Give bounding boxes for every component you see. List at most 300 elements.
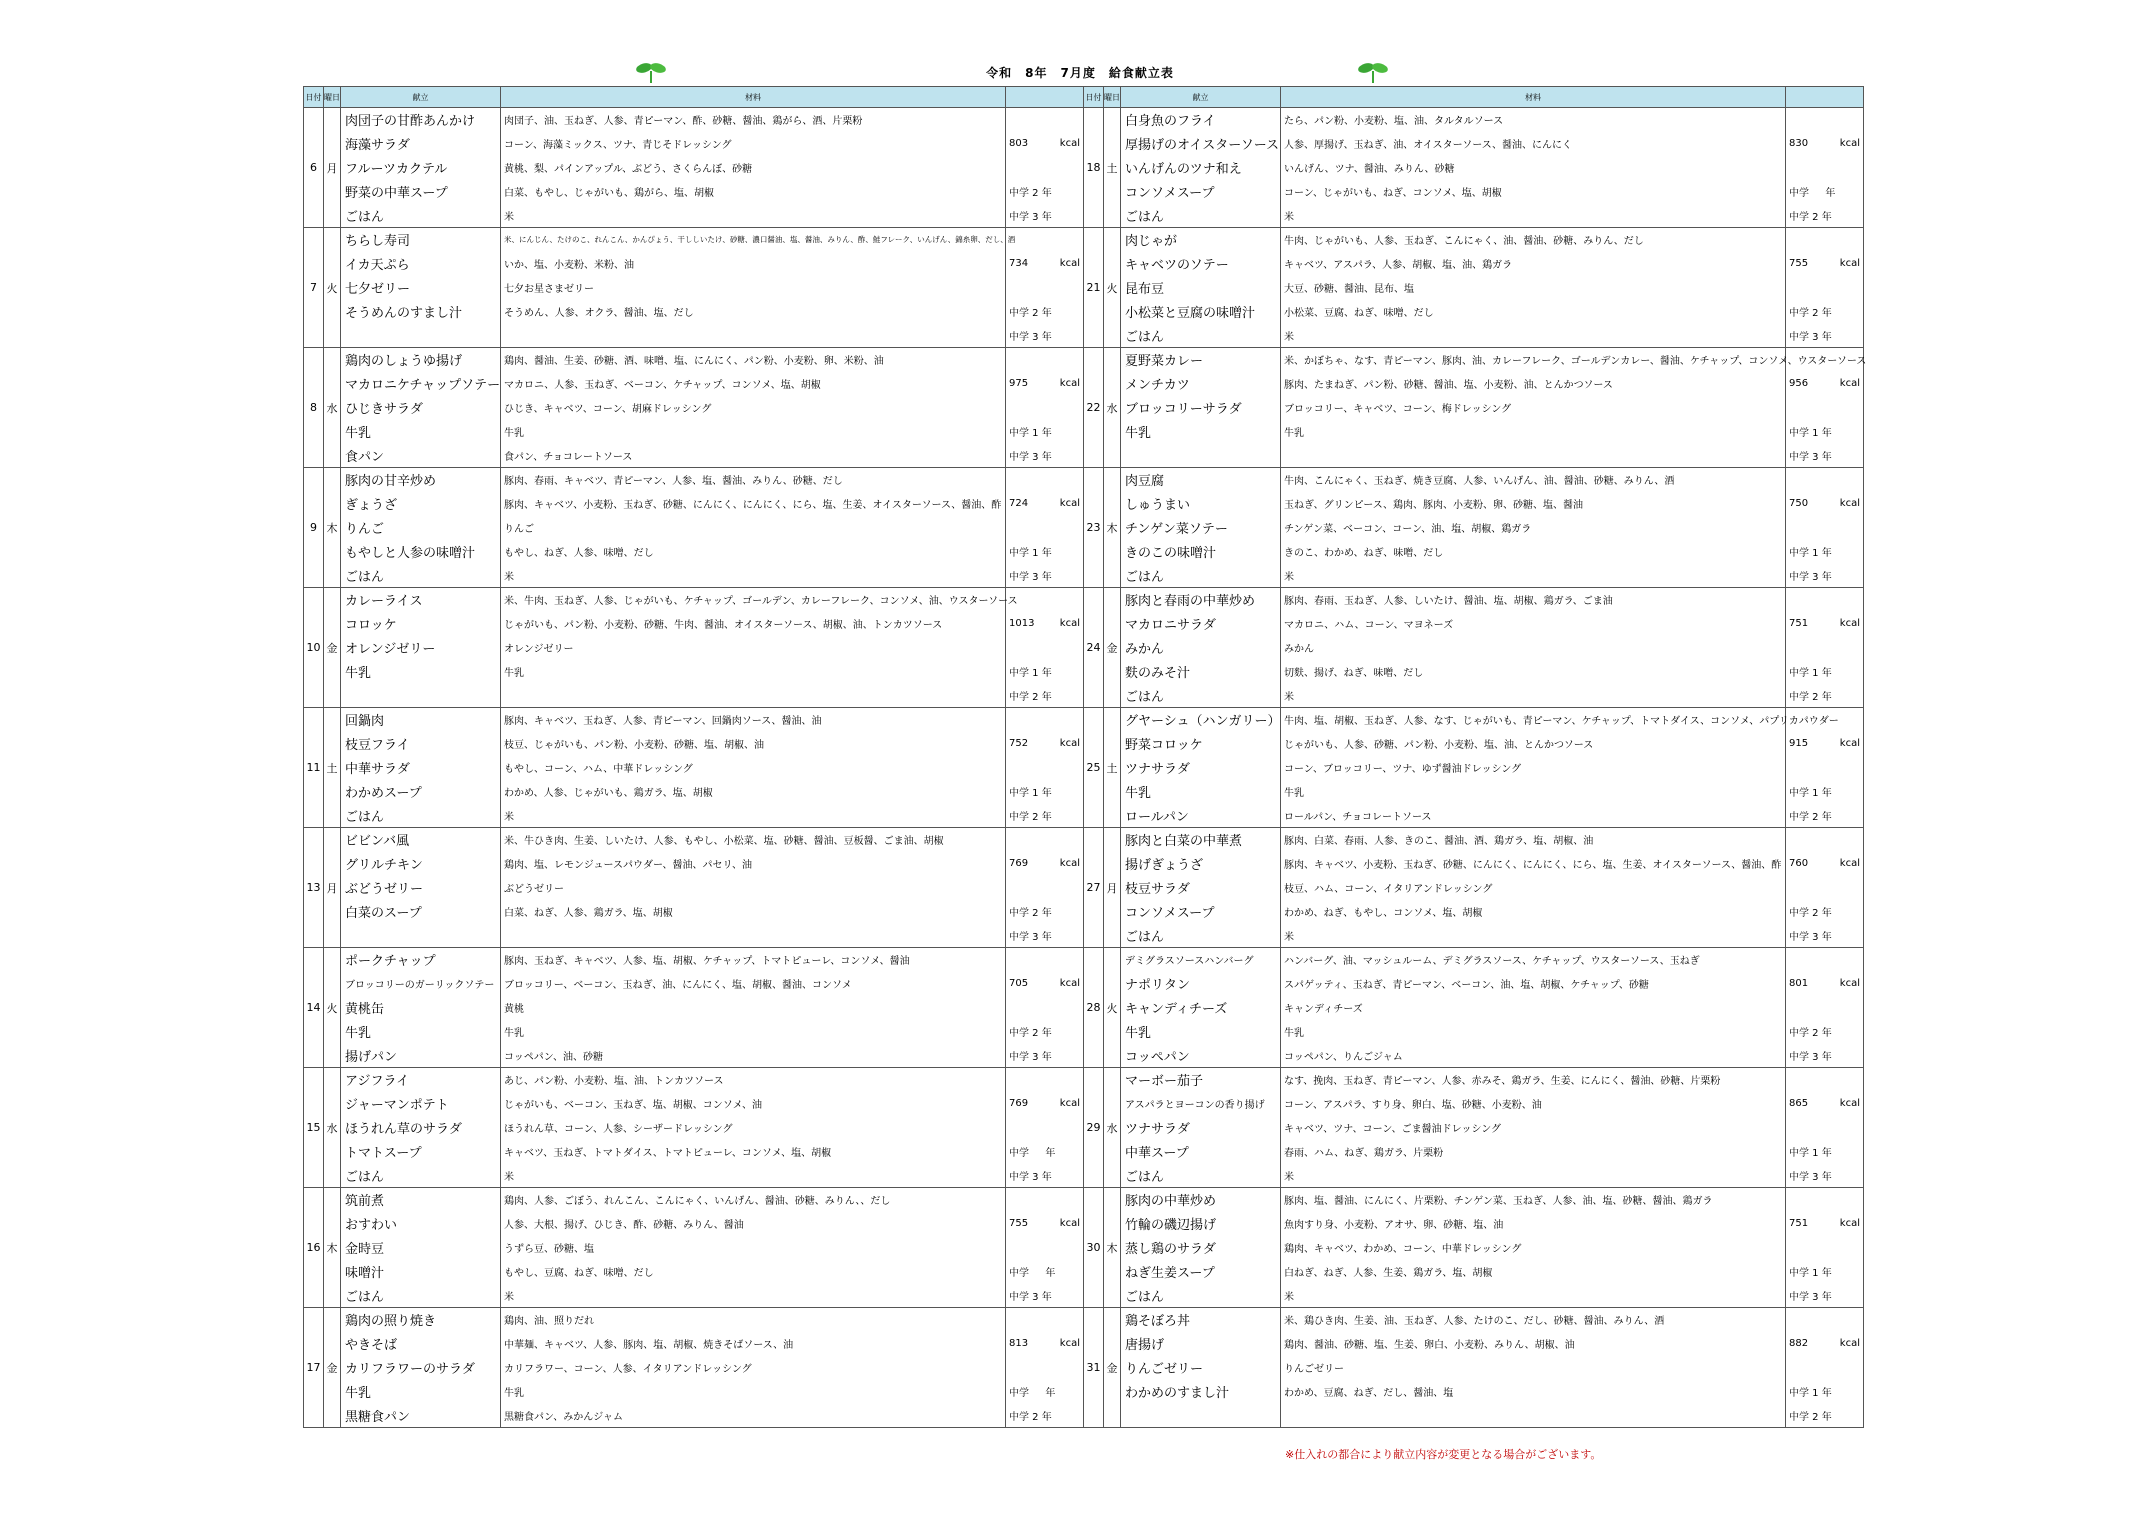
dish-name: フルーツカクテル	[341, 156, 501, 180]
table-row	[304, 1092, 1084, 1116]
kcal-cell	[1006, 396, 1084, 420]
dish-ingredients: 白菜、もやし、じゃがいも、鶏がら、塩、胡椒	[501, 180, 1006, 204]
table-row	[304, 1068, 1084, 1092]
kcal-cell	[1006, 804, 1084, 828]
dish-ingredients: 白ねぎ、ねぎ、人参、生姜、鶏ガラ、塩、胡椒	[1281, 1260, 1786, 1284]
dish-ingredients: 七夕お星さまゼリー	[501, 276, 1006, 300]
grade-label: 中学 1 年	[1009, 428, 1052, 439]
table-row	[304, 1140, 1084, 1164]
kcal-number: 750	[1789, 498, 1809, 509]
table-row	[1084, 300, 1864, 324]
dish-name: ごはん	[1121, 564, 1281, 588]
table-row	[1084, 1356, 1864, 1380]
dish-name: ちらし寿司	[341, 228, 501, 252]
page-title: 令和 8年 7月度 給食献立表	[986, 66, 1174, 80]
kcal-cell	[1786, 204, 1864, 228]
day-weekday: 木	[1104, 1188, 1121, 1308]
kcal-cell	[1006, 1020, 1084, 1044]
dish-ingredients: みかん	[1281, 636, 1786, 660]
dish-name: 牛乳	[1121, 1020, 1281, 1044]
table-row	[1084, 1092, 1864, 1116]
table-row	[304, 876, 1084, 900]
dish-name: ごはん	[1121, 204, 1281, 228]
kcal-number: 769	[1009, 858, 1029, 869]
header-dish: 献立	[341, 87, 501, 108]
kcal-cell	[1786, 156, 1864, 180]
table-row	[1084, 516, 1864, 540]
dish-name: ごはん	[341, 1164, 501, 1188]
dish-name: やきそば	[341, 1332, 501, 1356]
table-row	[304, 972, 1084, 996]
grade-label: 中学 3 年	[1009, 211, 1052, 223]
kcal-value	[1789, 1098, 1860, 1109]
day-weekday: 土	[1104, 708, 1121, 828]
table-row	[304, 396, 1084, 420]
day-date: 15	[304, 1068, 324, 1188]
dish-ingredients: 小松菜、豆腐、ねぎ、味噌、だし	[1281, 300, 1786, 324]
table-row	[304, 132, 1084, 156]
kcal-cell	[1006, 276, 1084, 300]
kcal-cell	[1006, 108, 1084, 132]
kcal-cell	[1006, 948, 1084, 972]
day-date: 6	[304, 108, 324, 228]
dish-name: 黄桃缶	[341, 996, 501, 1020]
table-row	[304, 444, 1084, 468]
dish-name: 枝豆サラダ	[1121, 876, 1281, 900]
table-row	[1084, 252, 1864, 276]
kcal-cell	[1786, 516, 1864, 540]
table-row	[304, 1116, 1084, 1140]
kcal-cell	[1006, 252, 1084, 276]
day-date: 22	[1084, 348, 1104, 468]
dish-ingredients: 人参、厚揚げ、玉ねぎ、油、オイスターソース、醤油、にんにく	[1281, 132, 1786, 156]
kcal-cell	[1786, 420, 1864, 444]
dish-name: ごはん	[1121, 924, 1281, 948]
kcal-cell	[1006, 180, 1084, 204]
dish-ingredients: ハンバーグ、油、マッシュルーム、デミグラスソース、ケチャップ、ウスターソース、玉ねぎ	[1281, 948, 1786, 972]
table-row	[304, 180, 1084, 204]
dish-ingredients: あじ、パン粉、小麦粉、塩、油、トンカツソース	[501, 1068, 1006, 1092]
kcal-cell	[1786, 180, 1864, 204]
kcal-value	[1009, 858, 1080, 869]
kcal-cell	[1006, 852, 1084, 876]
kcal-cell	[1006, 1332, 1084, 1356]
dish-ingredients	[501, 924, 1006, 948]
table-row	[1084, 228, 1864, 252]
table-row	[304, 468, 1084, 492]
table-row	[1084, 924, 1864, 948]
dish-name: アジフライ	[341, 1068, 501, 1092]
dish-name: 竹輪の磯辺揚げ	[1121, 1212, 1281, 1236]
dish-ingredients: 米	[1281, 204, 1786, 228]
day-date: 25	[1084, 708, 1104, 828]
dish-name: 麩のみそ汁	[1121, 660, 1281, 684]
kcal-cell	[1006, 1092, 1084, 1116]
dish-ingredients: 鶏肉、醤油、砂糖、塩、生姜、卵白、小麦粉、みりん、胡椒、油	[1281, 1332, 1786, 1356]
dish-name: アスパラとヨーコンの香り揚げ	[1121, 1092, 1281, 1116]
dish-ingredients: 大豆、砂糖、醤油、昆布、塩	[1281, 276, 1786, 300]
dish-ingredients: ブロッコリー、ベーコン、玉ねぎ、油、にんにく、塩、胡椒、醤油、コンソメ	[501, 972, 1006, 996]
kcal-cell	[1006, 468, 1084, 492]
kcal-number: 755	[1009, 1218, 1029, 1229]
day-date: 31	[1084, 1308, 1104, 1428]
kcal-unit: kcal	[1059, 618, 1080, 629]
grade-label: 中学 3 年	[1009, 1291, 1052, 1303]
dish-ingredients: 米、鶏ひき肉、生姜、油、玉ねぎ、人参、たけのこ、だし、砂糖、醤油、みりん、酒	[1281, 1308, 1786, 1332]
kcal-cell	[1006, 828, 1084, 852]
kcal-cell	[1786, 108, 1864, 132]
grade-label: 中学 1 年	[1789, 1268, 1832, 1279]
grade-label: 中学 3 年	[1789, 1051, 1832, 1063]
dish-ingredients: いんげん、ツナ、醤油、みりん、砂糖	[1281, 156, 1786, 180]
kcal-cell	[1006, 348, 1084, 372]
kcal-number: 865	[1789, 1098, 1809, 1109]
dish-ingredients: 鶏肉、油、照りだれ	[501, 1308, 1006, 1332]
day-date: 18	[1084, 108, 1104, 228]
dish-ingredients: 米	[1281, 1284, 1786, 1308]
table-row	[1084, 1308, 1864, 1332]
kcal-unit: kcal	[1059, 138, 1080, 149]
dish-name: マカロニケチャップソテー	[341, 372, 501, 396]
kcal-cell	[1786, 996, 1864, 1020]
dish-name: りんご	[341, 516, 501, 540]
kcal-cell	[1786, 1020, 1864, 1044]
kcal-cell	[1006, 492, 1084, 516]
kcal-cell	[1786, 852, 1864, 876]
dish-name: きのこの味噌汁	[1121, 540, 1281, 564]
dish-ingredients: 枝豆、ハム、コーン、イタリアンドレッシング	[1281, 876, 1786, 900]
dish-name: 肉じゃが	[1121, 228, 1281, 252]
table-row	[1084, 1284, 1864, 1308]
page-header	[300, 60, 1860, 86]
kcal-cell	[1786, 588, 1864, 612]
kcal-cell	[1006, 1212, 1084, 1236]
dish-name: ごはん	[1121, 1164, 1281, 1188]
day-date: 28	[1084, 948, 1104, 1068]
kcal-cell	[1786, 1068, 1864, 1092]
kcal-cell	[1786, 1188, 1864, 1212]
kcal-cell	[1006, 516, 1084, 540]
dish-name: カレーライス	[341, 588, 501, 612]
dish-ingredients: じゃがいも、人参、砂糖、パン粉、小麦粉、塩、油、とんかつソース	[1281, 732, 1786, 756]
dish-ingredients: 牛乳	[501, 660, 1006, 684]
day-date: 8	[304, 348, 324, 468]
dish-name: 牛乳	[341, 660, 501, 684]
grade-label: 中学 年	[1009, 1148, 1056, 1159]
kcal-cell	[1006, 1356, 1084, 1380]
kcal-cell	[1006, 900, 1084, 924]
dish-ingredients: 白菜、ねぎ、人参、鶏ガラ、塩、胡椒	[501, 900, 1006, 924]
dish-name: 肉豆腐	[1121, 468, 1281, 492]
kcal-cell	[1006, 780, 1084, 804]
kcal-cell	[1006, 372, 1084, 396]
dish-ingredients: 豚肉、春雨、キャベツ、青ピーマン、人参、塩、醤油、みりん、砂糖、だし	[501, 468, 1006, 492]
kcal-cell	[1786, 684, 1864, 708]
table-row	[1084, 564, 1864, 588]
dish-name: 豚肉と白菜の中華煮	[1121, 828, 1281, 852]
table-row	[1084, 180, 1864, 204]
kcal-cell	[1786, 756, 1864, 780]
grade-label: 中学 2 年	[1789, 1411, 1832, 1423]
table-row	[1084, 420, 1864, 444]
dish-ingredients: 豚肉、春雨、玉ねぎ、人参、しいたけ、醤油、塩、胡椒、鶏ガラ、ごま油	[1281, 588, 1786, 612]
day-weekday: 土	[1104, 108, 1121, 228]
dish-name: りんごゼリー	[1121, 1356, 1281, 1380]
day-date: 7	[304, 228, 324, 348]
kcal-cell	[1786, 972, 1864, 996]
dish-name: コンソメスープ	[1121, 900, 1281, 924]
grade-label: 中学 2 年	[1789, 1028, 1832, 1039]
table-row	[304, 1404, 1084, 1428]
dish-ingredients: 米	[501, 204, 1006, 228]
table-row	[304, 1380, 1084, 1404]
kcal-cell	[1006, 540, 1084, 564]
kcal-cell	[1786, 924, 1864, 948]
grade-label: 中学 3 年	[1009, 1171, 1052, 1183]
table-row	[304, 924, 1084, 948]
kcal-cell	[1786, 900, 1864, 924]
kcal-unit: kcal	[1059, 1338, 1080, 1349]
kcal-cell	[1006, 1140, 1084, 1164]
table-row	[1084, 1188, 1864, 1212]
dish-name: 枝豆フライ	[341, 732, 501, 756]
kcal-unit: kcal	[1839, 258, 1860, 269]
dish-name: コンソメスープ	[1121, 180, 1281, 204]
table-row	[1084, 612, 1864, 636]
dish-ingredients: 魚肉すり身、小麦粉、アオサ、卵、砂糖、塩、油	[1281, 1212, 1786, 1236]
kcal-cell	[1006, 1044, 1084, 1068]
dish-name: ぎょうざ	[341, 492, 501, 516]
dish-name: 回鍋肉	[341, 708, 501, 732]
grade-label: 中学 3 年	[1789, 1291, 1832, 1303]
table-row	[1084, 540, 1864, 564]
kcal-cell	[1786, 276, 1864, 300]
dish-name: 揚げぎょうざ	[1121, 852, 1281, 876]
table-row	[304, 636, 1084, 660]
grade-label: 中学 2 年	[1009, 1028, 1052, 1039]
dish-ingredients: 玉ねぎ、グリンピース、鶏肉、豚肉、小麦粉、卵、砂糖、塩、醤油	[1281, 492, 1786, 516]
dish-name: 白身魚のフライ	[1121, 108, 1281, 132]
dish-name: ポークチャップ	[341, 948, 501, 972]
kcal-number: 751	[1789, 1218, 1809, 1229]
dish-name: マーボー茄子	[1121, 1068, 1281, 1092]
dish-ingredients: りんごゼリー	[1281, 1356, 1786, 1380]
dish-ingredients: 米	[1281, 324, 1786, 348]
dish-name	[1121, 1404, 1281, 1428]
table-row	[304, 612, 1084, 636]
day-date: 29	[1084, 1068, 1104, 1188]
kcal-cell	[1786, 252, 1864, 276]
kcal-value	[1009, 138, 1080, 149]
dish-name: 豚肉の甘辛炒め	[341, 468, 501, 492]
dish-name: イカ天ぷら	[341, 252, 501, 276]
grade-label: 中学 2 年	[1009, 308, 1052, 319]
kcal-cell	[1786, 1284, 1864, 1308]
table-header-row	[1084, 87, 1864, 108]
kcal-number: 734	[1009, 258, 1029, 269]
kcal-cell	[1786, 1308, 1864, 1332]
dish-name: ブロッコリーのガーリックソテー	[341, 972, 501, 996]
dish-name: デミグラスソースハンバーグ	[1121, 948, 1281, 972]
table-row	[304, 756, 1084, 780]
kcal-unit: kcal	[1839, 978, 1860, 989]
grade-label: 中学 3 年	[1009, 931, 1052, 943]
kcal-cell	[1006, 924, 1084, 948]
header-kcal	[1786, 87, 1864, 108]
dish-name	[341, 924, 501, 948]
dish-name: ねぎ生姜スープ	[1121, 1260, 1281, 1284]
kcal-value	[1009, 1218, 1080, 1229]
day-date: 10	[304, 588, 324, 708]
kcal-unit: kcal	[1839, 138, 1860, 149]
table-row	[1084, 852, 1864, 876]
dish-ingredients: 米、かぼちゃ、なす、青ピーマン、豚肉、油、カレーフレーク、ゴールデンカレー、醤油、ケチャップ、コンソメ、ウスターソース	[1281, 348, 1786, 372]
table-row	[1084, 780, 1864, 804]
kcal-cell	[1006, 1284, 1084, 1308]
footnote: ※仕入れの都合により献立内容が変更となる場合がございます。	[1285, 1448, 1602, 1461]
dish-name: ツナサラダ	[1121, 756, 1281, 780]
dish-name: 筑前煮	[341, 1188, 501, 1212]
header-date: 日付	[1084, 87, 1104, 108]
kcal-number: 830	[1789, 138, 1809, 149]
kcal-cell	[1006, 612, 1084, 636]
table-row	[304, 300, 1084, 324]
table-row	[1084, 1020, 1864, 1044]
table-row	[1084, 588, 1864, 612]
dish-name: わかめスープ	[341, 780, 501, 804]
header-dow: 曜日	[1104, 87, 1121, 108]
grade-label: 中学 2 年	[1009, 908, 1052, 919]
kcal-value	[1009, 378, 1080, 389]
dish-ingredients: 人参、大根、揚げ、ひじき、酢、砂糖、みりん、醤油	[501, 1212, 1006, 1236]
kcal-number: 882	[1789, 1338, 1809, 1349]
dish-name: キャンディチーズ	[1121, 996, 1281, 1020]
dish-name: 厚揚げのオイスターソース	[1121, 132, 1281, 156]
dish-ingredients: じゃがいも、パン粉、小麦粉、砂糖、牛肉、醤油、オイスターソース、胡椒、油、トンカツソース	[501, 612, 1006, 636]
kcal-cell	[1006, 444, 1084, 468]
dish-name: 牛乳	[341, 1020, 501, 1044]
day-date: 24	[1084, 588, 1104, 708]
day-date: 13	[304, 828, 324, 948]
kcal-cell	[1786, 396, 1864, 420]
table-row	[304, 732, 1084, 756]
table-row	[1084, 492, 1864, 516]
dish-ingredients	[501, 324, 1006, 348]
dish-name: 牛乳	[341, 420, 501, 444]
dish-ingredients: ひじき、キャベツ、コーン、胡麻ドレッシング	[501, 396, 1006, 420]
dish-ingredients: 豚肉、たまねぎ、パン粉、砂糖、醤油、塩、小麦粉、油、とんかつソース	[1281, 372, 1786, 396]
table-row	[1084, 1044, 1864, 1068]
grade-label: 中学 1 年	[1789, 668, 1832, 679]
grade-label: 中学 2 年	[1009, 1411, 1052, 1423]
dish-name: 牛乳	[1121, 420, 1281, 444]
table-row	[304, 324, 1084, 348]
dish-ingredients: 鶏肉、醤油、生姜、砂糖、酒、味噌、塩、にんにく、パン粉、小麦粉、卵、米粉、油	[501, 348, 1006, 372]
kcal-cell	[1786, 1332, 1864, 1356]
table-row	[1084, 1380, 1864, 1404]
kcal-cell	[1786, 1404, 1864, 1428]
dish-ingredients: うずら豆、砂糖、塩	[501, 1236, 1006, 1260]
dish-ingredients: 牛乳	[501, 420, 1006, 444]
grade-label: 中学 1 年	[1789, 548, 1832, 559]
day-date: 17	[304, 1308, 324, 1428]
dish-ingredients: 牛乳	[1281, 420, 1786, 444]
dish-name: グヤーシュ（ハンガリー）	[1121, 708, 1281, 732]
kcal-cell	[1786, 132, 1864, 156]
day-weekday: 水	[324, 348, 341, 468]
kcal-cell	[1786, 228, 1864, 252]
dish-ingredients: 春雨、ハム、ねぎ、鶏ガラ、片栗粉	[1281, 1140, 1786, 1164]
kcal-unit: kcal	[1059, 1098, 1080, 1109]
table-row	[304, 516, 1084, 540]
kcal-value	[1789, 258, 1860, 269]
dish-ingredients: 牛乳	[501, 1380, 1006, 1404]
grade-label: 中学 1 年	[1789, 788, 1832, 799]
kcal-value	[1789, 498, 1860, 509]
dish-ingredients: 牛乳	[1281, 1020, 1786, 1044]
kcal-number: 755	[1789, 258, 1809, 269]
dish-name: ごはん	[341, 1284, 501, 1308]
day-date: 11	[304, 708, 324, 828]
day-weekday: 金	[324, 1308, 341, 1428]
dish-ingredients: コーン、海藻ミックス、ツナ、青じそドレッシング	[501, 132, 1006, 156]
dish-ingredients: 豚肉、白菜、春雨、人参、きのこ、醤油、酒、鶏ガラ、塩、胡椒、油	[1281, 828, 1786, 852]
table-row	[1084, 1140, 1864, 1164]
grade-label: 中学 2 年	[1789, 908, 1832, 919]
dish-name: トマトスープ	[341, 1140, 501, 1164]
dish-ingredients: コーン、ブロッコリー、ツナ、ゆず醤油ドレッシング	[1281, 756, 1786, 780]
table-row	[1084, 636, 1864, 660]
table-row	[304, 372, 1084, 396]
table-row	[1084, 828, 1864, 852]
kcal-cell	[1786, 780, 1864, 804]
dish-name: 金時豆	[341, 1236, 501, 1260]
kcal-cell	[1006, 156, 1084, 180]
kcal-cell	[1006, 564, 1084, 588]
dish-ingredients: 牛肉、こんにゃく、玉ねぎ、焼き豆腐、人参、いんげん、油、醤油、砂糖、みりん、酒	[1281, 468, 1786, 492]
dish-name: 小松菜と豆腐の味噌汁	[1121, 300, 1281, 324]
dish-ingredients: わかめ、豆腐、ねぎ、だし、醤油、塩	[1281, 1380, 1786, 1404]
kcal-cell	[1786, 1236, 1864, 1260]
dish-ingredients	[1281, 1404, 1786, 1428]
dish-ingredients: キャベツ、ツナ、コーン、ごま醤油ドレッシング	[1281, 1116, 1786, 1140]
table-row	[304, 660, 1084, 684]
table-row	[304, 1356, 1084, 1380]
kcal-unit: kcal	[1059, 1218, 1080, 1229]
grade-label: 中学 1 年	[1009, 788, 1052, 799]
kcal-unit: kcal	[1839, 618, 1860, 629]
dish-name: ごはん	[341, 204, 501, 228]
kcal-number: 956	[1789, 378, 1809, 389]
grade-label: 中学 2 年	[1009, 811, 1052, 823]
table-row	[1084, 396, 1864, 420]
kcal-cell	[1006, 972, 1084, 996]
kcal-unit: kcal	[1839, 858, 1860, 869]
dish-name: 白菜のスープ	[341, 900, 501, 924]
dish-name: わかめのすまし汁	[1121, 1380, 1281, 1404]
table-row	[304, 948, 1084, 972]
table-row	[304, 108, 1084, 132]
kcal-cell	[1786, 1164, 1864, 1188]
dish-name: 中華スープ	[1121, 1140, 1281, 1164]
dish-ingredients: 米	[1281, 684, 1786, 708]
grade-label: 中学 3 年	[1009, 451, 1052, 463]
dish-ingredients: 豚肉、塩、醤油、にんにく、片栗粉、チンゲン菜、玉ねぎ、人参、油、塩、砂糖、醤油、鶏ガラ	[1281, 1188, 1786, 1212]
kcal-cell	[1006, 420, 1084, 444]
kcal-number: 975	[1009, 378, 1029, 389]
dish-ingredients: ロールパン、チョコレートソース	[1281, 804, 1786, 828]
dish-ingredients: そうめん、人参、オクラ、醤油、塩、だし	[501, 300, 1006, 324]
